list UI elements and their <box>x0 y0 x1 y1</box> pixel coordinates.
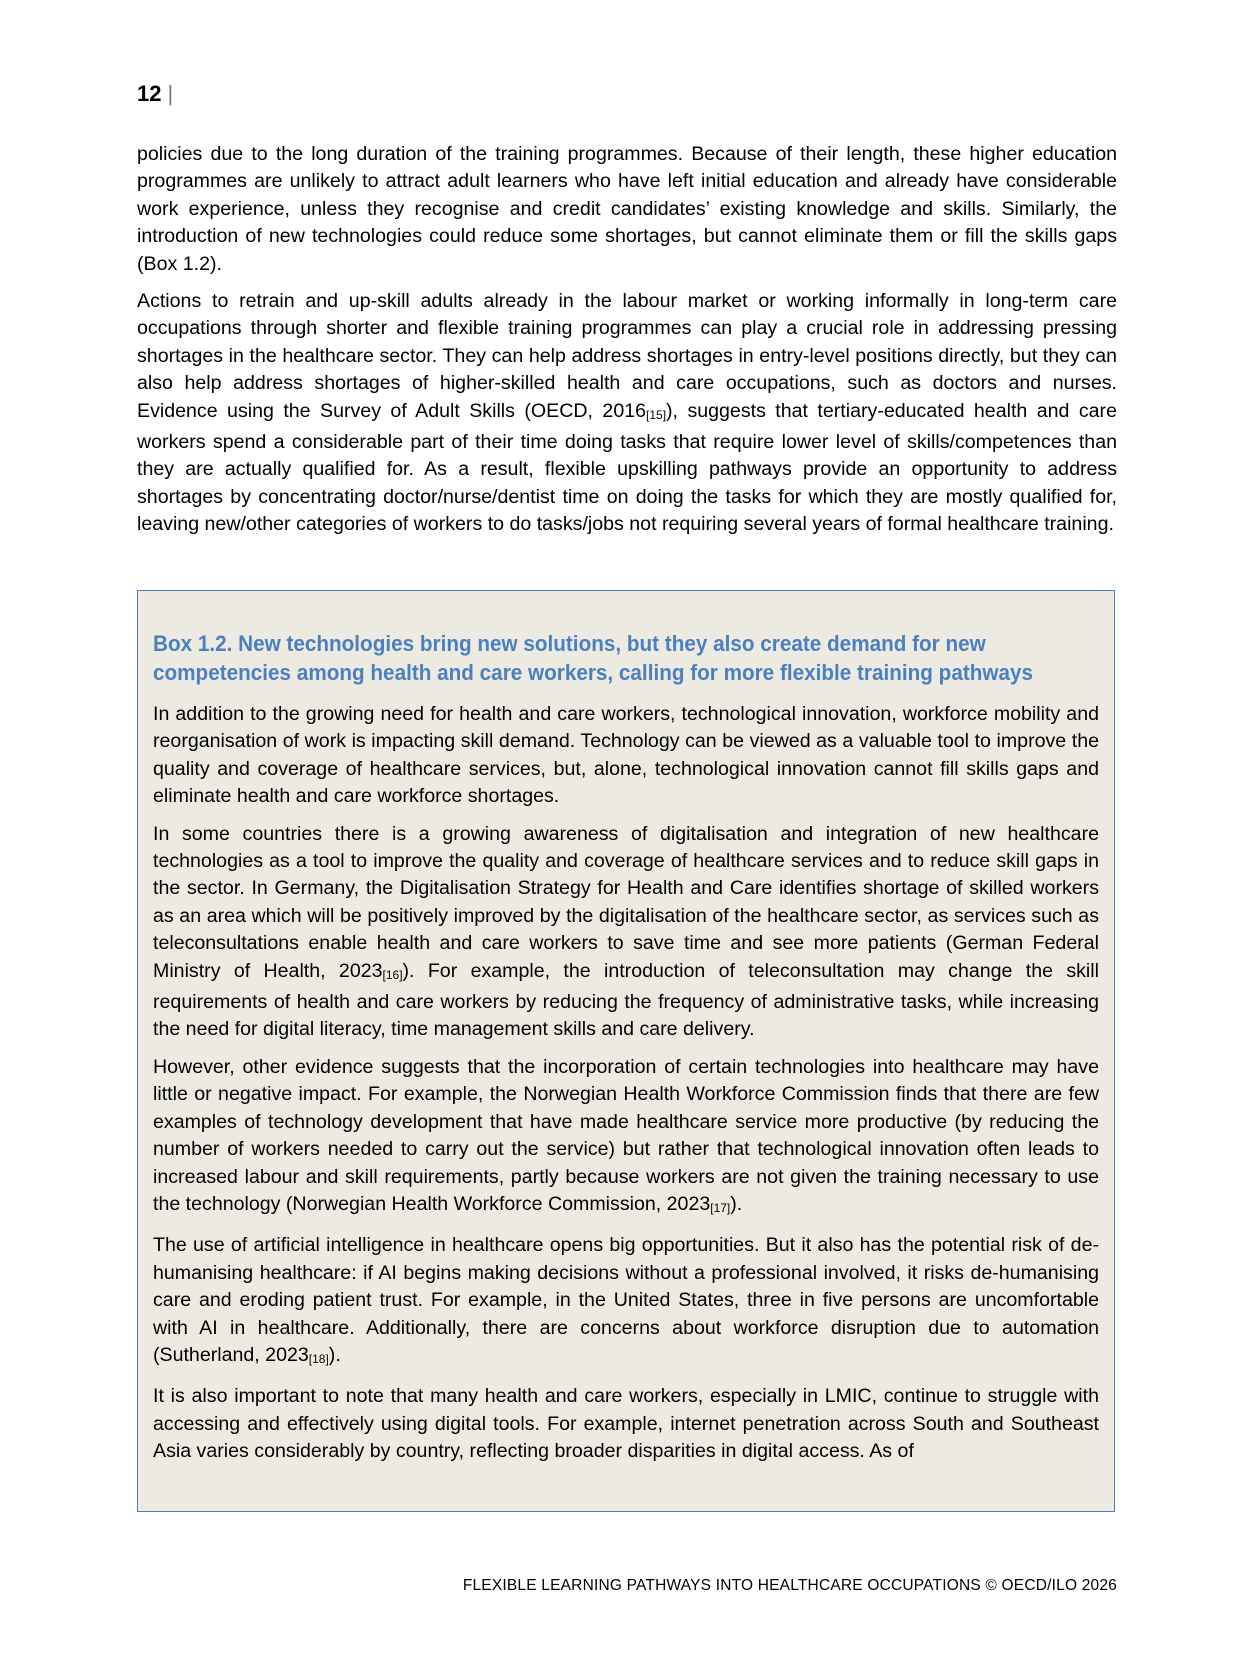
reference-17[interactable]: [17] <box>710 1200 731 1215</box>
box-title-line-1: Box 1.2. New technologies bring new solutions, but they also create demand for new <box>153 631 986 656</box>
body-paragraph-1: policies due to the long duration of the training programmes. Because of their length, these higher education programmes are unlikely to attract adult learners who have left initial education and already have considerable work experience, unless they recognise and credit candidates’ existing knowledge and skills. Similarly, the introduction of new technologies could reduce some shortages, but cannot eliminate them or fill the skills gaps (Box 1.2). <box>137 143 1117 275</box>
body-paragraph-2-text-a: Actions to retrain and up-skill adults already in the labour market or working informally in long-term care occupations through shorter and flexible training programmes can play a crucial role in addressing pressing shortages in the healthcare sector. They can help address shortages in entry-level positions directly, but they can also help address shortages of higher-skilled health and care occupations, such as doctors and nurses. Evidence using the Survey of Adult Skills (OECD, 2016 <box>137 290 1117 422</box>
box-title <box>153 629 1110 687</box>
page-number-separator: | <box>167 81 174 106</box>
reference-16[interactable]: [16] <box>382 967 403 982</box>
box-paragraph-3-text-b: ). <box>730 1192 743 1215</box>
box-paragraph-3 <box>153 1054 1099 1222</box>
box-paragraph-2-text-b: ). For example, the introduction of teleconsultation may change the skill requirements of health and care workers by reducing the frequency of administrative tasks, while increasing the need for digital literacy, time management skills and care delivery. <box>153 959 1099 1041</box>
body-paragraph-2-text-b: ), suggests that tertiary-educated health and care workers spend a considerable part of their time doing tasks that require lower level of skills/competences than they are actually qualified for. As a result, flexible upskilling pathways provide an opportunity to address shortages by concentrating doctor/nurse/dentist time on doing the tasks for which they are mostly qualified for, leaving new/other categories of workers to do tasks/jobs not requiring several years of formal healthcare training. <box>137 399 1117 536</box>
box-1-2 <box>137 590 1115 1512</box>
box-paragraph-1: In addition to the growing need for health and care workers, technological innovation, workforce mobility and reorganisation of work is impacting skill demand. Technology can be viewed as a valuable tool to improve the quality and coverage of healthcare services, but, alone, technological innovation cannot fill skills gaps and eliminate health and care workforce shortages. <box>153 703 1099 808</box>
box-title-line-2: competencies among health and care workers, calling for more flexible training pathways <box>153 660 1034 685</box>
body-paragraph-2 <box>137 288 1117 539</box>
page-number-value: 12 <box>137 81 162 106</box>
box-paragraph-4 <box>153 1232 1099 1373</box>
box-paragraph-2-text-a: In some countries there is a growing awareness of digitalisation and integration of new healthcare technologies as a tool to improve the quality and coverage of healthcare services and to reduce skill gaps in the sector. In Germany, the Digitalisation Strategy for Health and Care identifies shortage of skilled workers as an area which will be positively improved by the digitalisation of the healthcare sector, as services such as teleconsultations enable health and care workers to save time and see more patients (German Federal Ministry of Health, 2023 <box>153 822 1099 982</box>
page-footer: FLEXIBLE LEARNING PATHWAYS INTO HEALTHCARE OCCUPATIONS © OECD/ILO 2026 <box>462 1577 1117 1594</box>
box-paragraph-3-text-a: However, other evidence suggests that the incorporation of certain technologies into healthcare may have little or negative impact. For example, the Norwegian Health Workforce Commission finds that there are few examples of technology development that have made healthcare service more productive (by reducing the number of workers needed to carry out the service) but rather that technological innovation often leads to increased labour and skill requirements, partly because workers are not given the training necessary to use the technology (Norwegian Health Workforce Commission, 2023 <box>153 1055 1099 1215</box>
reference-18[interactable]: [18] <box>308 1351 329 1366</box>
box-paragraph-4-text-b: ). <box>328 1343 341 1366</box>
box-paragraph-4-text-a: The use of artificial intelligence in healthcare opens big opportunities. But it also has the potential risk of de-humanising healthcare: if AI begins making decisions without a professional involved, it risks de-humanising care and eroding patient trust. For example, in the United States, three in five persons are uncomfortable with AI in healthcare. Additionally, there are concerns about workforce disruption due to automation (Sutherland, 2023 <box>153 1234 1099 1366</box>
reference-15[interactable]: [15] <box>646 407 667 422</box>
page-number <box>137 81 173 107</box>
box-paragraph-5: It is also important to note that many health and care workers, especially in LMIC, continue to struggle with accessing and effectively using digital tools. For example, internet penetration across South and Southeast Asia varies considerably by country, reflecting broader disparities in digital access. As of <box>153 1385 1099 1463</box>
box-paragraph-2 <box>153 821 1099 1044</box>
main-text <box>137 141 1117 549</box>
